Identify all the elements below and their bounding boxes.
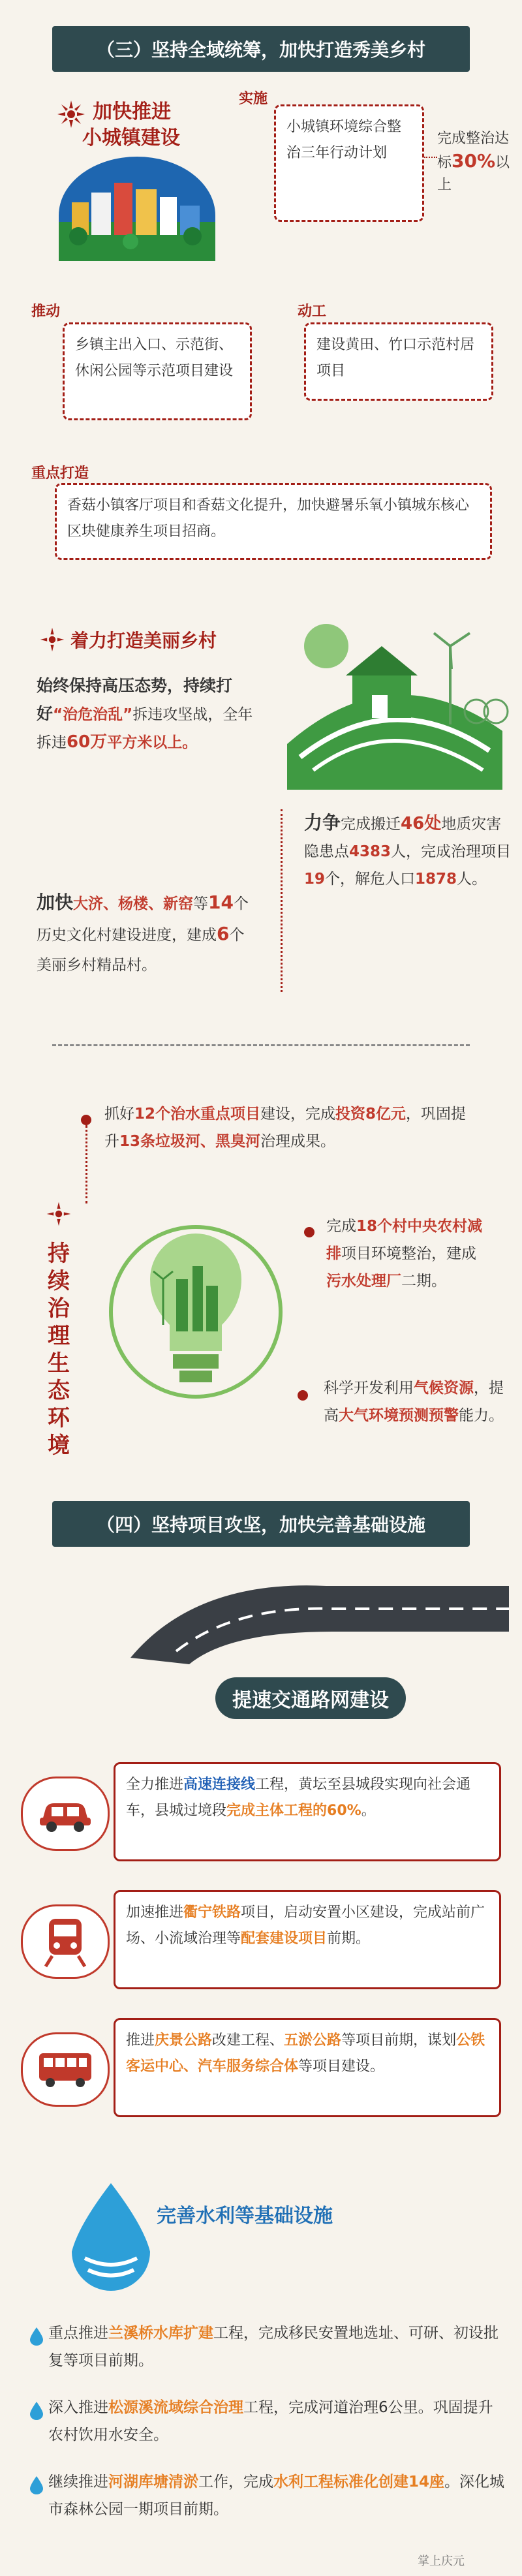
section3-title: （三）坚持全域统筹，加快打造秀美乡村	[96, 39, 425, 61]
water-item-2: 深入推进松源溪流域综合治理工程，完成河道治理6公里。巩固提升农村饮用水安全。	[48, 2399, 493, 2444]
eco-dot-2	[304, 1227, 315, 1237]
drop-bullet-icon	[30, 2327, 43, 2346]
traffic-text-3: 推进庆景公路改建工程、五淤公路等项目前期，谋划公铁客运中心、汽车服务综合体等项目建设。	[114, 2018, 501, 2117]
eco-heading-text: 持续治理生态环境	[48, 1241, 70, 1459]
promote-text: 乡镇主出入口、示范街、休闲公园等示范项目建设	[75, 337, 234, 379]
eco-item-2: 完成18个村中央农村减排项目环境整治，建成污水处理厂二期。	[326, 1218, 483, 1290]
implement-text: 小城镇环境综合整治三年行动计划	[286, 119, 402, 161]
promote-label: 推动	[31, 303, 61, 320]
town-illustration	[52, 157, 222, 261]
implement-label: 实施	[239, 91, 268, 107]
drop-bullet-icon	[30, 2476, 43, 2494]
eco-item-1: 抓好12个治水重点项目建设，完成投资8亿元，巩固提升13条垃圾河、黑臭河治理成果。	[104, 1106, 467, 1150]
start-label: 动工	[298, 303, 327, 320]
traffic-item-1	[21, 1762, 501, 1861]
promote-box	[63, 322, 252, 420]
train-icon	[21, 1904, 110, 1979]
focus-label: 重点打造	[31, 465, 89, 482]
section4-banner	[52, 1501, 470, 1547]
water-heading: 完善水利等基础设施	[157, 2205, 333, 2227]
section-separator	[52, 1044, 470, 1046]
implement-box	[274, 104, 424, 222]
eco-heading	[46, 1201, 72, 1230]
traffic-text-1: 全力推进高速连接线工程，黄坛至县城段实现向社会通车，县城过境段完成主体工程的60%。	[114, 1762, 501, 1861]
implement-result: 完成整治达标30%以上	[437, 131, 510, 193]
traffic-item-2	[21, 1890, 501, 1989]
drop-bullet-icon	[30, 2402, 43, 2420]
village-heading	[39, 627, 217, 653]
bus-icon	[21, 2032, 110, 2107]
focus-box	[55, 483, 492, 560]
green-village-illustration	[274, 574, 509, 790]
section3-banner	[52, 26, 470, 72]
village-p1: 始终保持高压态势，持续打好“治危治乱”拆违攻坚战，全年拆违60万平方米以上。	[37, 676, 253, 752]
start-box	[304, 322, 493, 401]
traffic-item-3	[21, 2018, 501, 2117]
village-heading-text: 着力打造美丽乡村	[70, 630, 217, 651]
section4-title: （四）坚持项目攻坚，加快完善基础设施	[96, 1514, 425, 1536]
village-p2: 力争完成搬迁46处地质灾害隐患点4383人，完成治理项目19个，解危人口1878人。	[304, 812, 512, 888]
town-heading	[63, 99, 213, 151]
water-drop-icon	[59, 2180, 163, 2297]
eco-dot-1	[81, 1115, 91, 1125]
traffic-heading: 提速交通路网建设	[215, 1677, 406, 1719]
focus-text: 香菇小镇客厅项目和香菇文化提升，加快避暑乐氧小镇城东核心区块健康养生项目招商。	[67, 497, 470, 540]
car-icon	[21, 1777, 110, 1851]
water-item-3: 继续推进河湖库塘清淤工作，完成水利工程标准化创建14座。深化城市森林公园一期项目前期。	[48, 2474, 505, 2518]
town-heading-line2: 小城镇建设	[82, 127, 180, 149]
sun-icon	[39, 627, 65, 653]
sun-icon	[46, 1201, 72, 1227]
road-illustration	[117, 1560, 509, 1664]
traffic-text-2: 加速推进衢宁铁路项目，启动安置小区建设，完成站前广场、小流域治理等配套建设项目前期。	[114, 1890, 501, 1989]
town-heading-line1: 加快推进	[93, 101, 171, 123]
start-text: 建设黄田、竹口示范村居项目	[316, 337, 475, 379]
eco-dot-3	[298, 1390, 308, 1401]
village-divider	[281, 809, 283, 992]
connector	[424, 157, 437, 158]
water-item-1: 重点推进兰溪桥水库扩建工程，完成移民安置地选址、可研、初设批复等项目前期。	[48, 2325, 499, 2369]
eco-bulb-illustration	[98, 1155, 294, 1429]
village-p3: 加快大济、杨楼、新窑等14个历史文化村建设进度，建成6个美丽乡村精品村。	[37, 892, 249, 974]
sun-icon	[56, 99, 86, 129]
result-percent: 30%	[452, 150, 496, 172]
eco-item-3: 科学开发利用气候资源，提高大气环境预测预警能力。	[324, 1380, 504, 1424]
watermark: 掌上庆元	[418, 2554, 465, 2568]
eco-line-1	[85, 1125, 87, 1203]
